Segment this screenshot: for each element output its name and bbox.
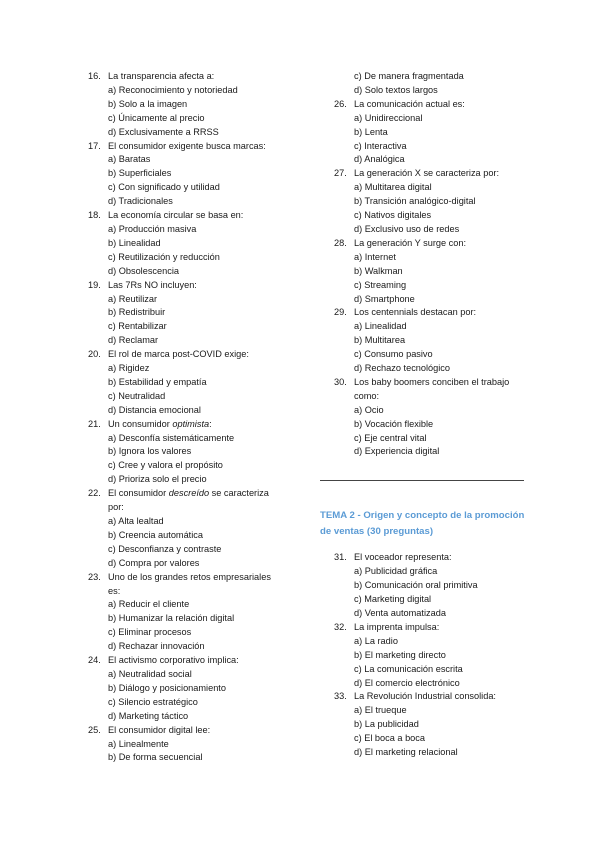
question-number: 27. <box>334 168 347 179</box>
answer-option: a) Unidireccional <box>354 112 423 123</box>
answer-option: a) La radio <box>354 635 398 646</box>
question-21 <box>88 418 288 488</box>
answer-option: a) Reducir el cliente <box>108 599 190 610</box>
answer-option: b) De forma secuencial <box>108 752 203 763</box>
question-text <box>108 487 269 501</box>
answer-option: b) El marketing directo <box>354 649 446 660</box>
answer-option: c) La comunicación escrita <box>354 663 463 674</box>
question-stem-row <box>334 376 544 390</box>
question-stem-row <box>334 306 544 320</box>
question-stem-row <box>334 621 544 635</box>
answer-option: c) Con significado y utilidad <box>108 182 220 193</box>
answer-option: d) Obsolescencia <box>108 265 179 276</box>
right-column-bottom <box>334 551 544 760</box>
question-number: 17. <box>88 140 101 151</box>
question-text-continued: por: <box>108 502 124 513</box>
answer-option: d) Exclusivamente a RRSS <box>108 126 219 137</box>
question-text: El activismo corporativo implica: <box>108 655 239 666</box>
answer-option: c) Únicamente al precio <box>108 112 205 123</box>
question-text: El consumidor exigente busca marcas: <box>108 140 266 151</box>
answer-option: b) Comunicación oral primitiva <box>354 580 478 591</box>
section-divider <box>320 480 524 481</box>
question-number: 32. <box>334 621 347 632</box>
topic-heading-line2: de ventas (30 preguntas) <box>320 526 434 538</box>
question-stem-row <box>88 209 288 223</box>
answer-option: a) Neutralidad social <box>108 668 192 679</box>
answer-option: a) Linealidad <box>354 321 407 332</box>
question-33 <box>334 690 544 760</box>
question-text: La economía circular se basa en: <box>108 210 244 221</box>
answer-option: d) Analógica <box>354 154 405 165</box>
answer-option: c) Interactiva <box>354 140 407 151</box>
question-17 <box>88 140 288 210</box>
answer-option: c) Streaming <box>354 279 407 290</box>
answer-option: b) La publicidad <box>354 719 419 730</box>
answer-option: a) Internet <box>354 251 396 262</box>
question-stem-row <box>88 571 288 585</box>
question-number: 26. <box>334 98 347 109</box>
question-text: La comunicación actual es: <box>354 98 465 109</box>
question-20 <box>88 348 288 418</box>
answer-option: b) Vocación flexible <box>354 418 434 429</box>
answer-option: b) Redistribuir <box>108 307 166 318</box>
question-stem-row <box>88 279 288 293</box>
question-19 <box>88 279 288 349</box>
question-number: 28. <box>334 237 347 248</box>
answer-option: c) Eje central vital <box>354 432 427 443</box>
answer-option: c) Neutralidad <box>108 390 166 401</box>
question-stem-row <box>334 690 544 704</box>
answer-option: d) Experiencia digital <box>354 446 440 457</box>
right-column-top <box>334 70 544 459</box>
answer-option: d) Tradicionales <box>108 196 173 207</box>
question-text-italic: descreído <box>168 488 210 499</box>
question-28 <box>334 237 544 307</box>
answer-option: b) Creencia automática <box>108 529 203 540</box>
question-number: 31. <box>334 552 347 563</box>
answer-option: b) Walkman <box>354 265 403 276</box>
answer-option: d) Distancia emocional <box>108 404 201 415</box>
question-stem-row <box>334 98 544 112</box>
answer-option: c) Marketing digital <box>354 594 432 605</box>
question-stem-row <box>88 487 288 501</box>
answer-option: b) Ignora los valores <box>108 446 192 457</box>
answer-option: d) El comercio electrónico <box>354 677 460 688</box>
answer-option: b) Lenta <box>354 126 388 137</box>
right-column <box>320 70 544 760</box>
answer-option: b) Multitarea <box>354 335 406 346</box>
question-number: 25. <box>88 724 101 735</box>
answer-option: c) Eliminar procesos <box>108 627 192 638</box>
question-text: El consumidor digital lee: <box>108 724 211 735</box>
question-25 <box>88 724 288 766</box>
answer-option: c) El boca a boca <box>354 733 425 744</box>
question-22 <box>88 487 288 570</box>
answer-option: b) Solo a la imagen <box>108 98 188 109</box>
question-30 <box>334 376 544 459</box>
question-text: La transparencia afecta a: <box>108 71 215 81</box>
question-32 <box>334 621 544 691</box>
question-18 <box>88 209 288 279</box>
question-number: 20. <box>88 349 101 360</box>
question-number: 24. <box>88 655 101 666</box>
answer-option-continued: c) De manera fragmentada <box>354 71 464 81</box>
question-stem-row <box>88 418 288 432</box>
question-stem-row <box>334 551 544 565</box>
answer-option: c) Desconfianza y contraste <box>108 543 222 554</box>
question-stem-row <box>88 724 288 738</box>
question-text-continued: es: <box>108 585 121 596</box>
answer-option: d) Prioriza solo el precio <box>108 474 207 485</box>
answer-option: a) Producción masiva <box>108 223 197 234</box>
question-stem-row <box>334 167 544 181</box>
answer-option: d) Venta automatizada <box>354 608 446 618</box>
answer-option: b) Transición analógico-digital <box>354 196 476 207</box>
question-stem-row <box>334 237 544 251</box>
answer-option: b) Estabilidad y empatía <box>108 376 207 387</box>
question-text: La imprenta impulsa: <box>354 621 440 632</box>
question-number: 22. <box>88 488 101 499</box>
answer-option: d) Rechazo tecnológico <box>354 363 451 374</box>
question-text-after: se caracteriza <box>209 488 269 499</box>
question-text: Los centennials destacan por: <box>354 307 477 318</box>
question-text-before: Un consumidor <box>108 418 173 429</box>
question-31 <box>334 551 544 621</box>
question-stem-row <box>88 70 288 84</box>
answer-option: c) Cree y valora el propósito <box>108 460 223 471</box>
answer-option: b) Superficiales <box>108 168 172 179</box>
answer-option: d) Marketing táctico <box>108 710 189 721</box>
question-stem-row <box>88 140 288 154</box>
answer-option: d) El marketing relacional <box>354 747 458 758</box>
question-29 <box>334 306 544 376</box>
question-text: La generación Y surge con: <box>354 237 467 248</box>
question-text: La generación X se caracteriza por: <box>354 168 500 179</box>
question-23 <box>88 571 288 654</box>
question-26 <box>334 98 544 168</box>
answer-option: d) Smartphone <box>354 293 415 304</box>
answer-option: d) Compra por valores <box>108 557 200 568</box>
question-number: 16. <box>88 71 101 81</box>
question-number: 29. <box>334 307 347 318</box>
answer-option: d) Rechazar innovación <box>108 641 205 652</box>
answer-option: a) Ocio <box>354 404 384 415</box>
answer-option: c) Consumo pasivo <box>354 349 433 360</box>
question-text: La Revolución Industrial consolida: <box>354 691 496 702</box>
question-text: Los baby boomers conciben el trabajo <box>354 376 510 387</box>
topic-heading <box>320 508 544 540</box>
answer-option: b) Diálogo y posicionamiento <box>108 682 226 693</box>
answer-option: a) Publicidad gráfica <box>354 566 438 577</box>
answer-option: a) Desconfía sistemáticamente <box>108 432 235 443</box>
answer-option: c) Silencio estratégico <box>108 696 198 707</box>
answer-option: a) Linealmente <box>108 738 169 749</box>
answer-option: c) Reutilización y reducción <box>108 251 220 262</box>
question-text: Las 7Rs NO incluyen: <box>108 279 197 290</box>
answer-option-continued: d) Solo textos largos <box>354 84 438 95</box>
question-text: El rol de marca post-COVID exige: <box>108 349 249 360</box>
topic-heading-line1: TEMA 2 - Origen y concepto de la promoción <box>320 510 525 522</box>
question-number: 30. <box>334 376 347 387</box>
answer-option: b) Linealidad <box>108 237 161 248</box>
question-text-continued: como: <box>354 390 380 401</box>
question-24 <box>88 654 288 724</box>
question-text-italic: optimista <box>172 418 210 429</box>
answer-option: d) Exclusivo uso de redes <box>354 223 460 234</box>
question-16 <box>88 70 288 140</box>
question-number: 33. <box>334 691 347 702</box>
question-text: Uno de los grandes retos empresariales <box>108 571 271 582</box>
answer-option: a) Multitarea digital <box>354 182 432 193</box>
answer-option: c) Rentabilizar <box>108 321 167 332</box>
question-text-before: El consumidor <box>108 488 169 499</box>
question-text: El voceador representa: <box>354 552 452 563</box>
question-text-after: : <box>209 418 212 429</box>
answer-option: a) Baratas <box>108 154 151 165</box>
question-number: 21. <box>88 418 101 429</box>
answer-option: a) Reutilizar <box>108 293 158 304</box>
question-stem-row <box>88 654 288 668</box>
question-text <box>108 418 212 432</box>
answer-option: d) Reclamar <box>108 335 159 346</box>
answer-option: a) Alta lealtad <box>108 516 164 526</box>
question-number: 18. <box>88 210 101 221</box>
question-number: 19. <box>88 279 101 290</box>
answer-option: a) Rigidez <box>108 363 150 374</box>
question-number: 23. <box>88 571 101 582</box>
question-27 <box>334 167 544 237</box>
answer-option: b) Humanizar la relación digital <box>108 613 235 624</box>
answer-option: c) Nativos digitales <box>354 210 432 221</box>
answer-option: a) Reconocimiento y notoriedad <box>108 84 238 95</box>
left-column <box>88 70 288 765</box>
answer-option: a) El trueque <box>354 705 407 716</box>
question-stem-row <box>88 348 288 362</box>
